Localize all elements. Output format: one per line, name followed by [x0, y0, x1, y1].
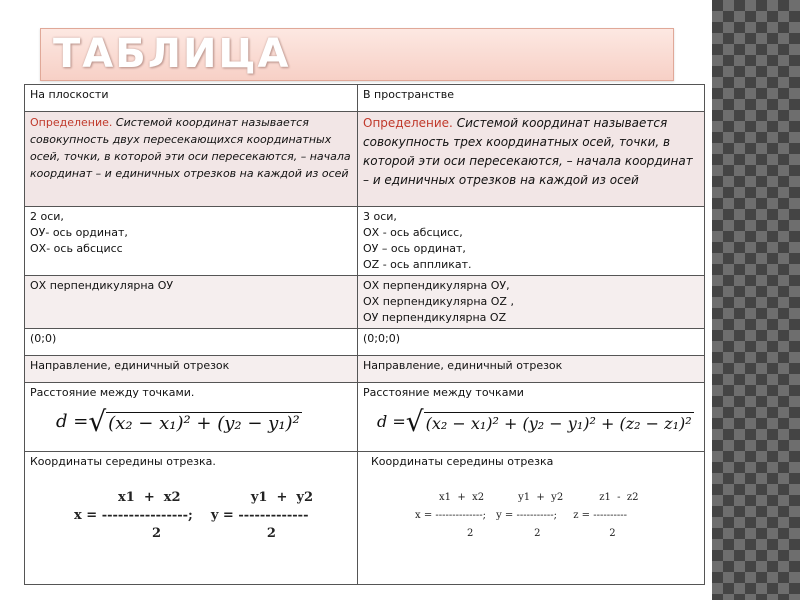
perpendicular-plane: [25, 276, 358, 329]
definition-space: [358, 112, 705, 207]
axes-line: 2 оси,: [30, 210, 64, 223]
square-root: [88, 405, 301, 438]
perpendicular-line: ОХ перпендикулярна ОZ ,: [363, 295, 514, 308]
denominator-x: 2: [467, 528, 474, 539]
distance-formula-3d: [377, 405, 699, 438]
midpoint-formula-2d: [66, 484, 321, 548]
axes-space: [358, 207, 705, 276]
midpoint-formula-3d: [407, 484, 647, 548]
fraction-line-z: z = ----------: [573, 510, 627, 521]
title-banner: [40, 28, 674, 81]
distance-space: [358, 383, 705, 452]
denominator-y: 2: [266, 526, 276, 541]
formula-radicand: (x₂ − x₁)² + (y₂ − y₁)²: [108, 413, 300, 434]
axes-line: 3 оси,: [363, 210, 397, 223]
midpoint-plane: [25, 452, 358, 585]
distance-formula-2d: [56, 405, 352, 438]
fraction-line-y: y = -------------: [210, 508, 309, 523]
definition-text: Системой координат называется совокупность трех координатных осей, точки, в которой эти оси пересекаются, – начала координат – и единичных отрезков на каждой из осей: [363, 116, 693, 187]
direction-plane: Направление, единичный отрезок: [25, 356, 358, 383]
distance-label: Расстояние между точками: [363, 386, 524, 399]
formula-lhs: d =: [377, 412, 406, 431]
definition-label: Определение.: [363, 116, 453, 130]
numerator-y: y1 + y2: [250, 490, 314, 505]
denominator-x: 2: [152, 526, 162, 541]
midpoint-space: [358, 452, 705, 585]
fraction-line-y: y = -----------;: [496, 510, 557, 521]
axes-plane: [25, 207, 358, 276]
fraction-line-x: x = --------------;: [415, 510, 487, 521]
decorative-side-pattern: [712, 0, 800, 600]
distance-label: Расстояние между точками.: [30, 386, 195, 399]
table-row-midpoint: [25, 452, 705, 585]
numerator-z: z1 - z2: [599, 492, 639, 503]
denominator-z: 2: [609, 528, 616, 539]
perpendicular-space: [358, 276, 705, 329]
definition-text: Системой координат называется совокупность двух пересекающихся координатных осей, точки, в которой эти оси пересекаются, – начала координат – и единичных отрезков на каждой из осей: [30, 116, 351, 180]
origin-space: (0;0;0): [358, 329, 705, 356]
radical-sign-icon: √: [88, 405, 107, 438]
perpendicular-line: ОХ перпендикулярна ОУ,: [363, 279, 510, 292]
definition-plane: [25, 112, 358, 207]
formula-radicand: (x₂ − x₁)² + (y₂ − y₁)² + (z₂ − z₁)²: [425, 414, 692, 433]
denominator-y: 2: [534, 528, 541, 539]
table-row-header: [25, 85, 705, 112]
axes-line: ОZ - ось аппликат.: [363, 258, 472, 271]
table-row-axes: [25, 207, 705, 276]
axes-line: ОУ- ось ординат,: [30, 226, 128, 239]
midpoint-label: Координаты середины отрезка.: [30, 455, 216, 468]
radical-sign-icon: √: [405, 405, 424, 438]
numerator-x: x1 + x2: [118, 490, 181, 505]
midpoint-label: Координаты середины отрезка: [371, 455, 554, 468]
header-plane: На плоскости: [25, 85, 358, 112]
slide-title: ТАБЛИЦА: [53, 31, 291, 77]
formula-lhs: d =: [56, 411, 89, 432]
table-row-perpendicular: [25, 276, 705, 329]
numerator-y: y1 + y2: [518, 492, 564, 503]
comparison-table: [24, 84, 705, 585]
table-row-definition: [25, 112, 705, 207]
origin-plane: (0;0): [25, 329, 358, 356]
fraction-line-x: x = ----------------;: [74, 508, 193, 523]
perpendicular-line: ОУ перпендикулярна ОZ: [363, 311, 507, 324]
table-row-origin: [25, 329, 705, 356]
definition-label: Определение.: [30, 116, 113, 129]
table-row-direction: [25, 356, 705, 383]
direction-space: Направление, единичный отрезок: [358, 356, 705, 383]
header-space: В пространстве: [358, 85, 705, 112]
axes-line: ОХ- ось абсцисс: [30, 242, 123, 255]
axes-line: ОУ – ось ординат,: [363, 242, 466, 255]
square-root: [405, 405, 694, 438]
axes-line: ОХ - ось абсцисс,: [363, 226, 463, 239]
table-row-distance: [25, 383, 705, 452]
distance-plane: [25, 383, 358, 452]
numerator-x: x1 + x2: [439, 492, 485, 503]
perpendicular-line: ОХ перпендикулярна ОУ: [30, 279, 174, 292]
